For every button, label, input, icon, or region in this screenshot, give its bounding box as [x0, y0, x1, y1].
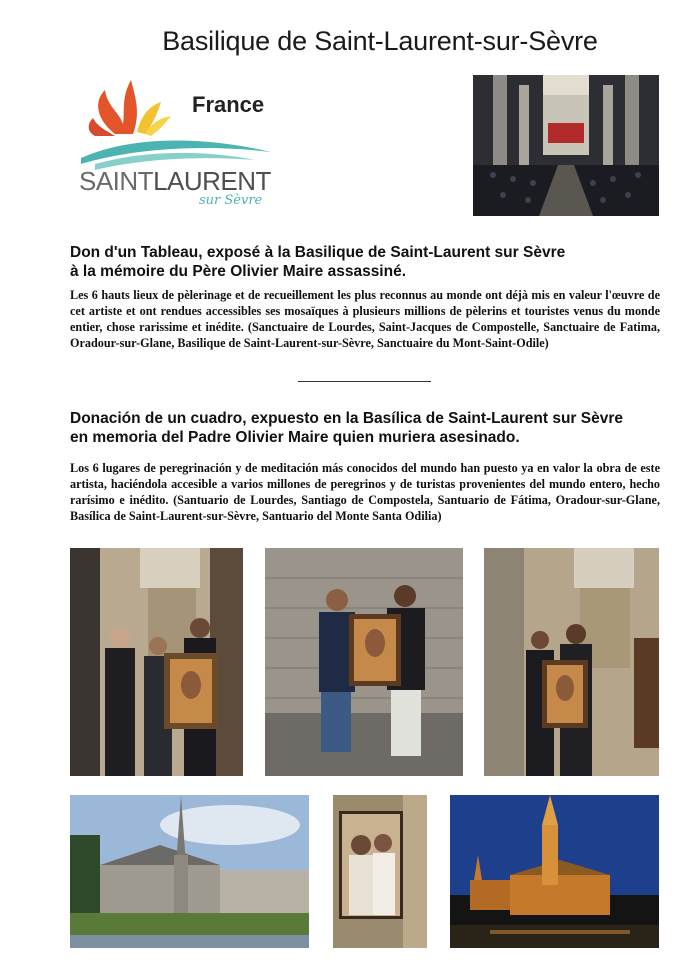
- photo-basilica-at-night: [450, 795, 659, 948]
- french-body: Les 6 hauts lieux de pèlerinage et de recueillement les plus reconnus au monde ont déjà mis en valeur l'œuvre de cet artiste et ont rendues accessibles ses mosaïques à plusieurs millions de pèlerins et touristes venus du monde entier, chose rarissime et inédite. (Sanctuaire de Lourdes, Saint-Jacques de Compostelle, Sanctuaire de Fatima, Oradour-sur-Glane, Basilique de Saint-Laurent-sur-Sèvre, Sanctuaire du Mont-Saint-Odile): [70, 288, 660, 350]
- photo-portrait-painting: [333, 795, 427, 948]
- french-heading-line1: Don d'un Tableau, exposé à la Basilique de Saint-Laurent sur Sèvre: [70, 244, 566, 261]
- page-title: Basilique de Saint-Laurent-sur-Sèvre: [162, 26, 598, 56]
- french-heading: [70, 243, 670, 281]
- french-heading-line2: à la mémoire du Père Olivier Maire assassiné.: [70, 263, 407, 280]
- spanish-heading: [70, 409, 670, 447]
- basilica-interior-photo: [473, 75, 659, 216]
- spanish-heading-line2: en memoria del Padre Olivier Maire quien muriera asesinado.: [70, 429, 520, 446]
- logo-subtitle: sur Sèvre: [199, 193, 263, 208]
- photo-men-holding-painting-outside: [265, 548, 463, 776]
- spanish-heading-line1: Donación de un cuadro, expuesto en la Basílica de Saint-Laurent sur Sèvre: [70, 410, 623, 427]
- photo-group-near-mosaic: [484, 548, 659, 776]
- logo-word-saint: SAINT: [79, 166, 154, 196]
- logo-country-label: France: [192, 92, 265, 117]
- photo-group-inside-basilica: [70, 548, 243, 776]
- spanish-body: Los 6 lugares de peregrinación y de meditación más conocidos del mundo han puesto ya en valor la obra de este artista, haciéndola accesible a varios millones de peregrinos y de turistas provenientes del mundo entero, hecho rarísimo e inédito. (Santuario de Lourdes, Santiago de Compostela, Santuario de Fátima, Oradour-sur-Glane, Basílica de Saint-Laurent-sur-Sèvre, Santuario del Monte Santa Odilia): [70, 461, 660, 523]
- photo-basilica-exterior-day: [70, 795, 309, 948]
- logo-word-laurent: LAURENT: [153, 166, 271, 196]
- section-divider: [298, 381, 431, 382]
